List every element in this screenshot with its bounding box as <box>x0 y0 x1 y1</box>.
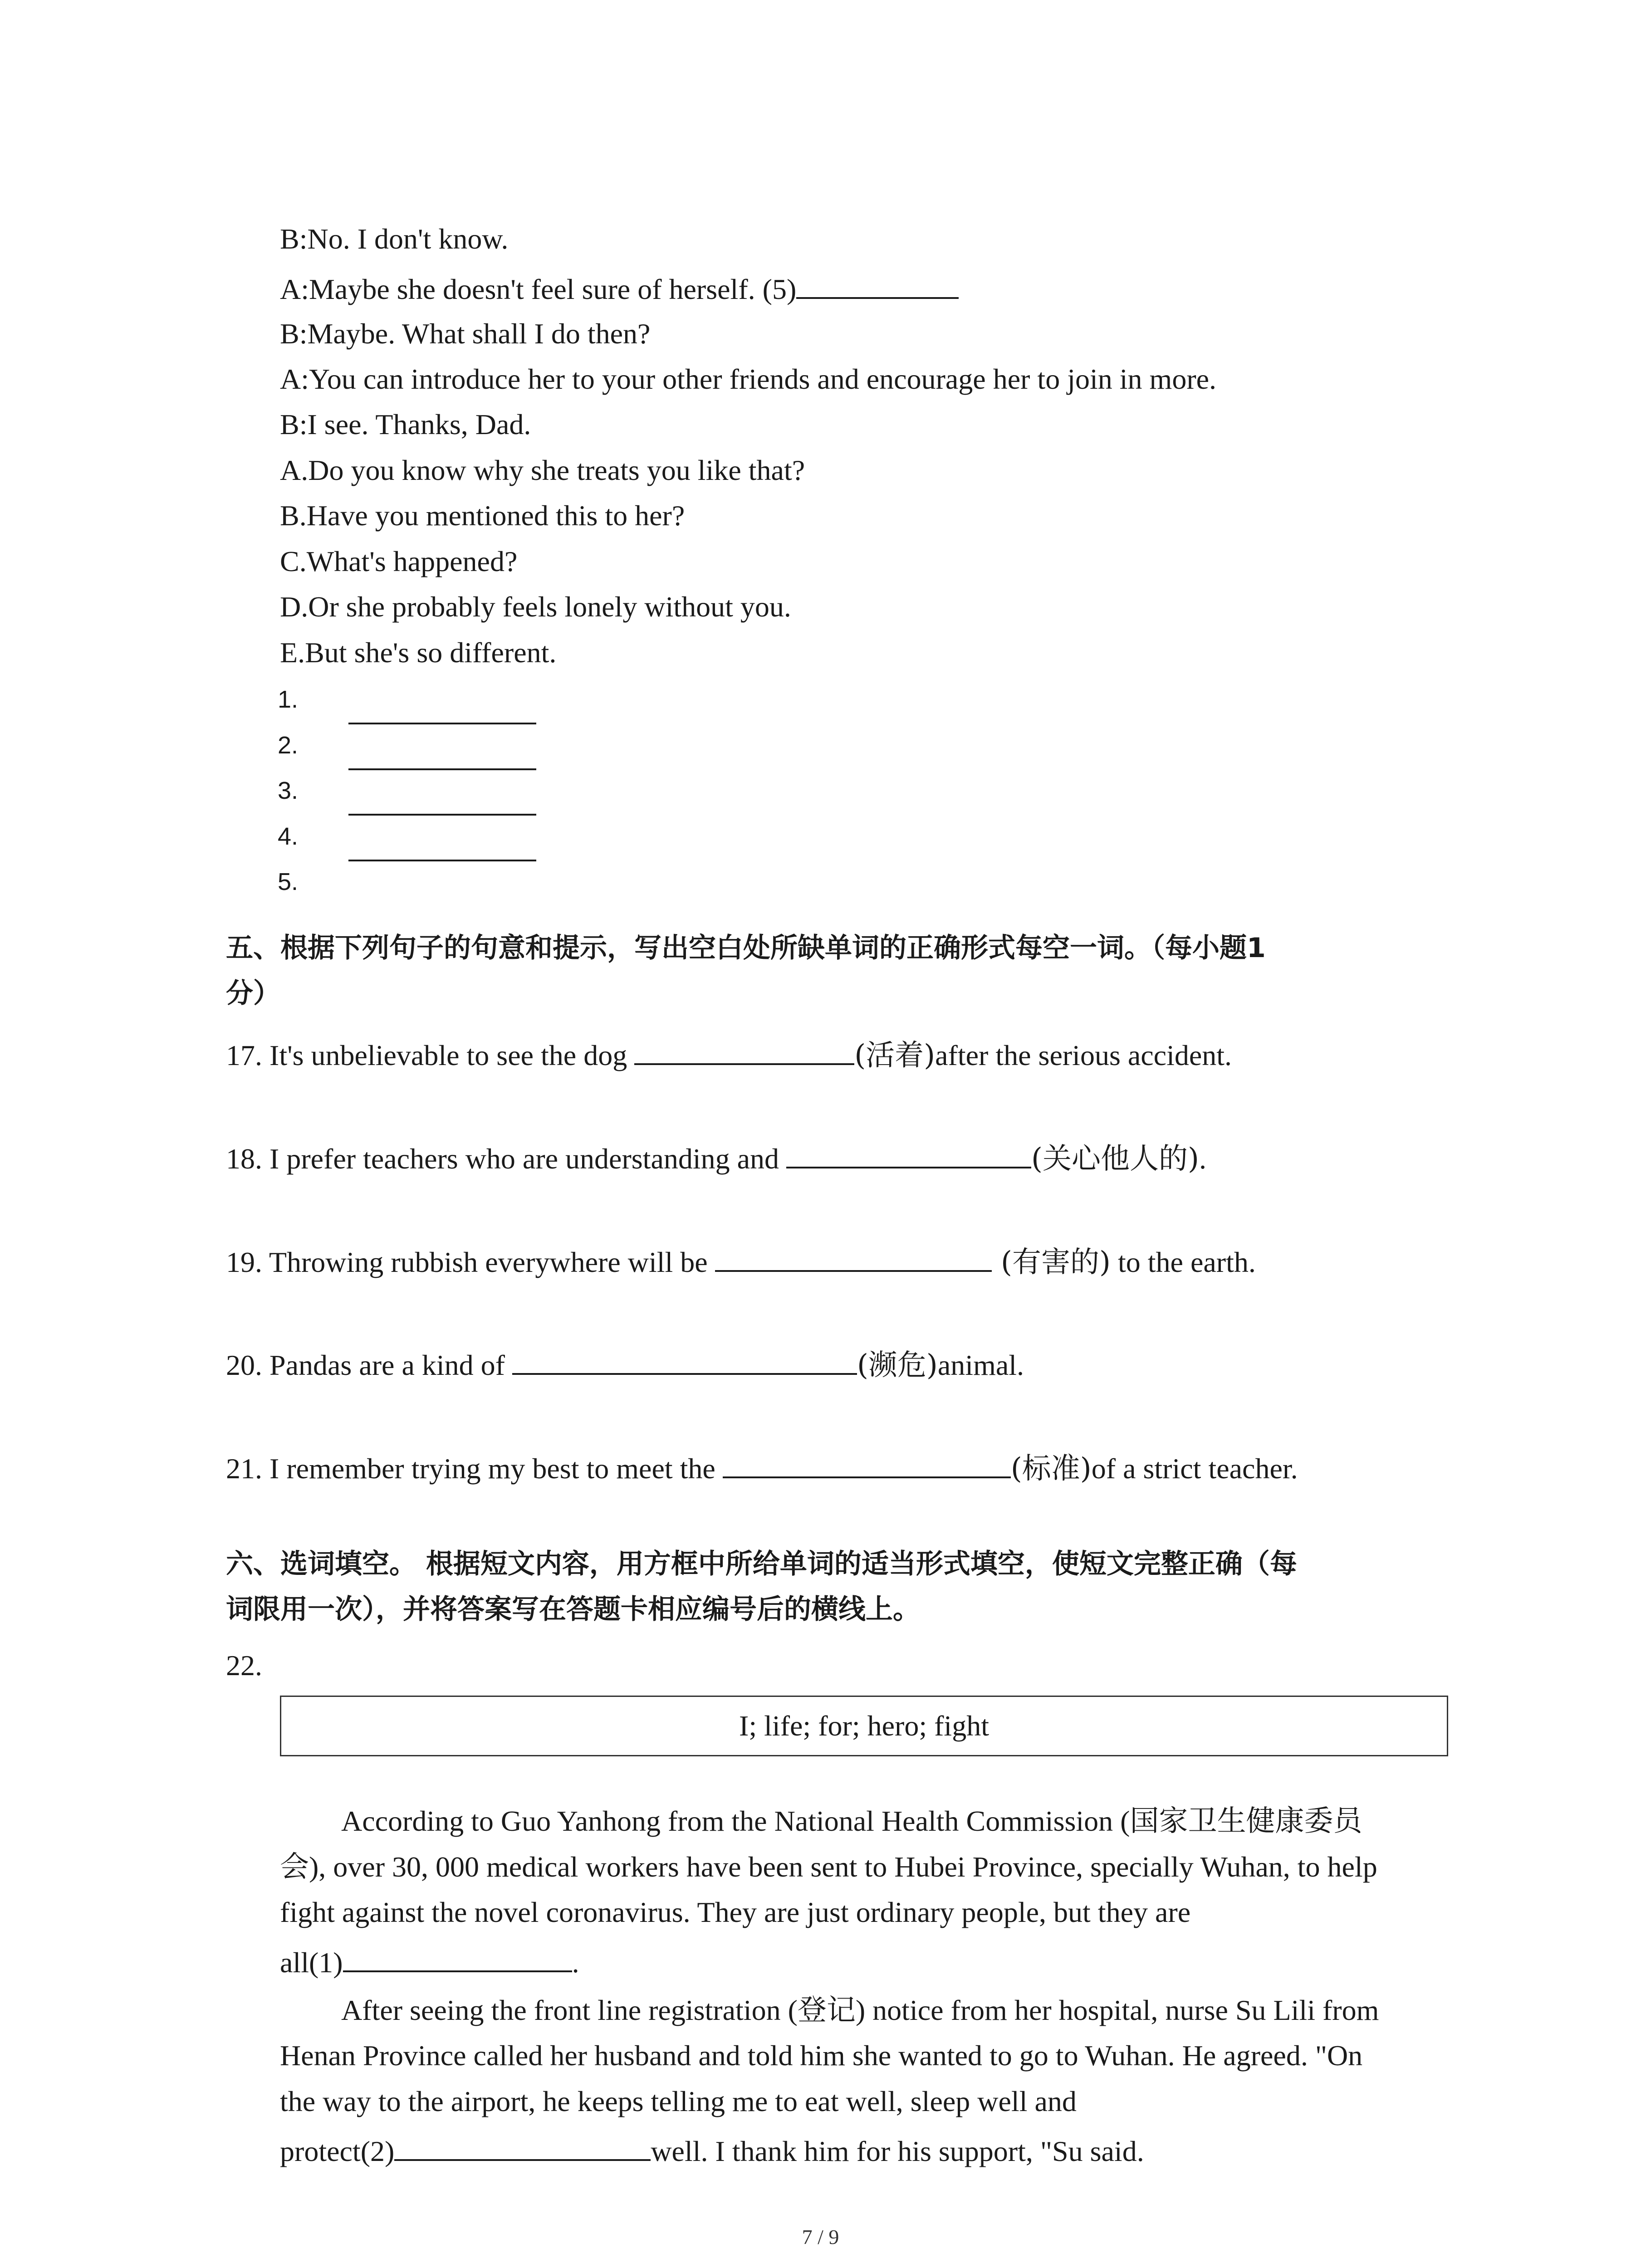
dialogue-line: B:I see. Thanks, Dad. <box>280 408 531 440</box>
question-text: of a strict teacher. <box>1091 1452 1298 1485</box>
answer-blank[interactable] <box>348 860 536 861</box>
passage-line <box>280 1947 579 1977</box>
option-d: D.Or she probably feels lonely without you. <box>280 591 791 623</box>
answer-number: 5. <box>278 868 299 895</box>
answer-number: 1. <box>278 686 299 713</box>
answer-blank[interactable] <box>348 768 536 770</box>
passage-line: According to Guo Yanhong from the National Health Commission (国家卫生健康委员 <box>341 1805 1362 1837</box>
option-e: E.But she's so different. <box>280 636 557 669</box>
question-text: to the earth. <box>1110 1246 1256 1278</box>
question-number: 17. <box>226 1039 262 1071</box>
question-18 <box>226 1142 1206 1176</box>
hint: (关心他人的) <box>1031 1142 1199 1176</box>
word-list: I; life; for; hero; fight <box>739 1710 989 1742</box>
hint: (标准) <box>1010 1452 1092 1486</box>
passage-text: protect(2) <box>280 2135 395 2167</box>
dialogue-line <box>280 274 959 304</box>
answer-blank[interactable] <box>796 274 959 299</box>
question-20 <box>226 1349 1024 1380</box>
passage-line: the way to the airport, he keeps telling me to eat well, sleep well and <box>280 2085 1077 2117</box>
question-number: 21. <box>226 1452 262 1485</box>
question-number: 18. <box>226 1143 262 1175</box>
answer-blank[interactable] <box>348 723 536 724</box>
dialogue-line: A:You can introduce her to your other friends and encourage her to join in more. <box>280 363 1217 395</box>
question-text: It's unbelievable to see the dog <box>269 1039 635 1071</box>
question-22-number: 22. <box>226 1649 262 1681</box>
answer-blank[interactable] <box>343 1947 572 1972</box>
answer-blank[interactable] <box>512 1349 857 1375</box>
passage-text: all(1) <box>280 1946 343 1979</box>
answer-blank[interactable] <box>634 1040 854 1065</box>
page-number: 7 / 9 <box>802 2225 839 2248</box>
question-text: . <box>1199 1143 1206 1175</box>
question-text: animal. <box>937 1349 1024 1381</box>
question-text: I remember trying my best to meet the <box>269 1452 723 1485</box>
question-text: Pandas are a kind of <box>269 1349 512 1381</box>
answer-blank[interactable] <box>786 1143 1031 1168</box>
answer-blank[interactable] <box>348 814 536 816</box>
hint: (有害的) <box>991 1246 1111 1279</box>
question-text: after the serious accident. <box>935 1039 1232 1071</box>
option-c: C.What's happened? <box>280 545 518 577</box>
question-text: I prefer teachers who are understanding and <box>269 1143 787 1175</box>
option-a: A.Do you know why she treats you like that? <box>280 454 805 486</box>
dialogue-text: A:Maybe she doesn't feel sure of herself. (5) <box>280 273 797 305</box>
passage-line <box>280 2136 1144 2166</box>
question-text: Throwing rubbish everywhere will be <box>269 1246 715 1278</box>
answer-blank[interactable] <box>723 1453 1011 1478</box>
answer-number: 2. <box>278 732 299 759</box>
dialogue-line: B:No. I don't know. <box>280 223 509 255</box>
answer-number: 4. <box>278 823 299 850</box>
answer-number: 3. <box>278 777 299 804</box>
section-5-heading: 五、根据下列句子的句意和提示，写出空白处所缺单词的正确形式每空一词。（每小题1 <box>226 932 1266 964</box>
word-box <box>280 1696 1448 1756</box>
passage-line: 会), over 30, 000 medical workers have been sent to Hubei Province, specially Wuhan, to help <box>280 1851 1377 1883</box>
question-number: 20. <box>226 1349 262 1381</box>
question-19 <box>226 1246 1256 1277</box>
passage-line: Henan Province called her husband and told him she wanted to go to Wuhan. He agreed. "On <box>280 2039 1363 2072</box>
question-17 <box>226 1040 1232 1070</box>
answer-blank[interactable] <box>394 2136 651 2161</box>
passage-line: After seeing the front line registration (登记) notice from her hospital, nurse Su Lili from <box>341 1994 1379 2026</box>
dialogue-line: B:Maybe. What shall I do then? <box>280 318 651 350</box>
section-5-heading-cont: 分） <box>226 978 280 1009</box>
question-21 <box>226 1452 1298 1486</box>
option-b: B.Have you mentioned this to her? <box>280 499 685 532</box>
passage-text: . <box>572 1946 579 1979</box>
answer-blank[interactable] <box>715 1246 992 1272</box>
section-6-heading-cont: 词限用一次），并将答案写在答题卡相应编号后的横线上。 <box>226 1593 920 1625</box>
hint: (活着) <box>854 1039 936 1072</box>
hint: (濒危) <box>857 1349 938 1382</box>
passage-line: fight against the novel coronavirus. They are just ordinary people, but they are <box>280 1896 1191 1928</box>
question-number: 19. <box>226 1246 262 1278</box>
section-6-heading: 六、选词填空。 根据短文内容，用方框中所给单词的适当形式填空，使短文完整正确（每 <box>226 1548 1297 1580</box>
passage-text: well. I thank him for his support, "Su said. <box>651 2135 1144 2167</box>
